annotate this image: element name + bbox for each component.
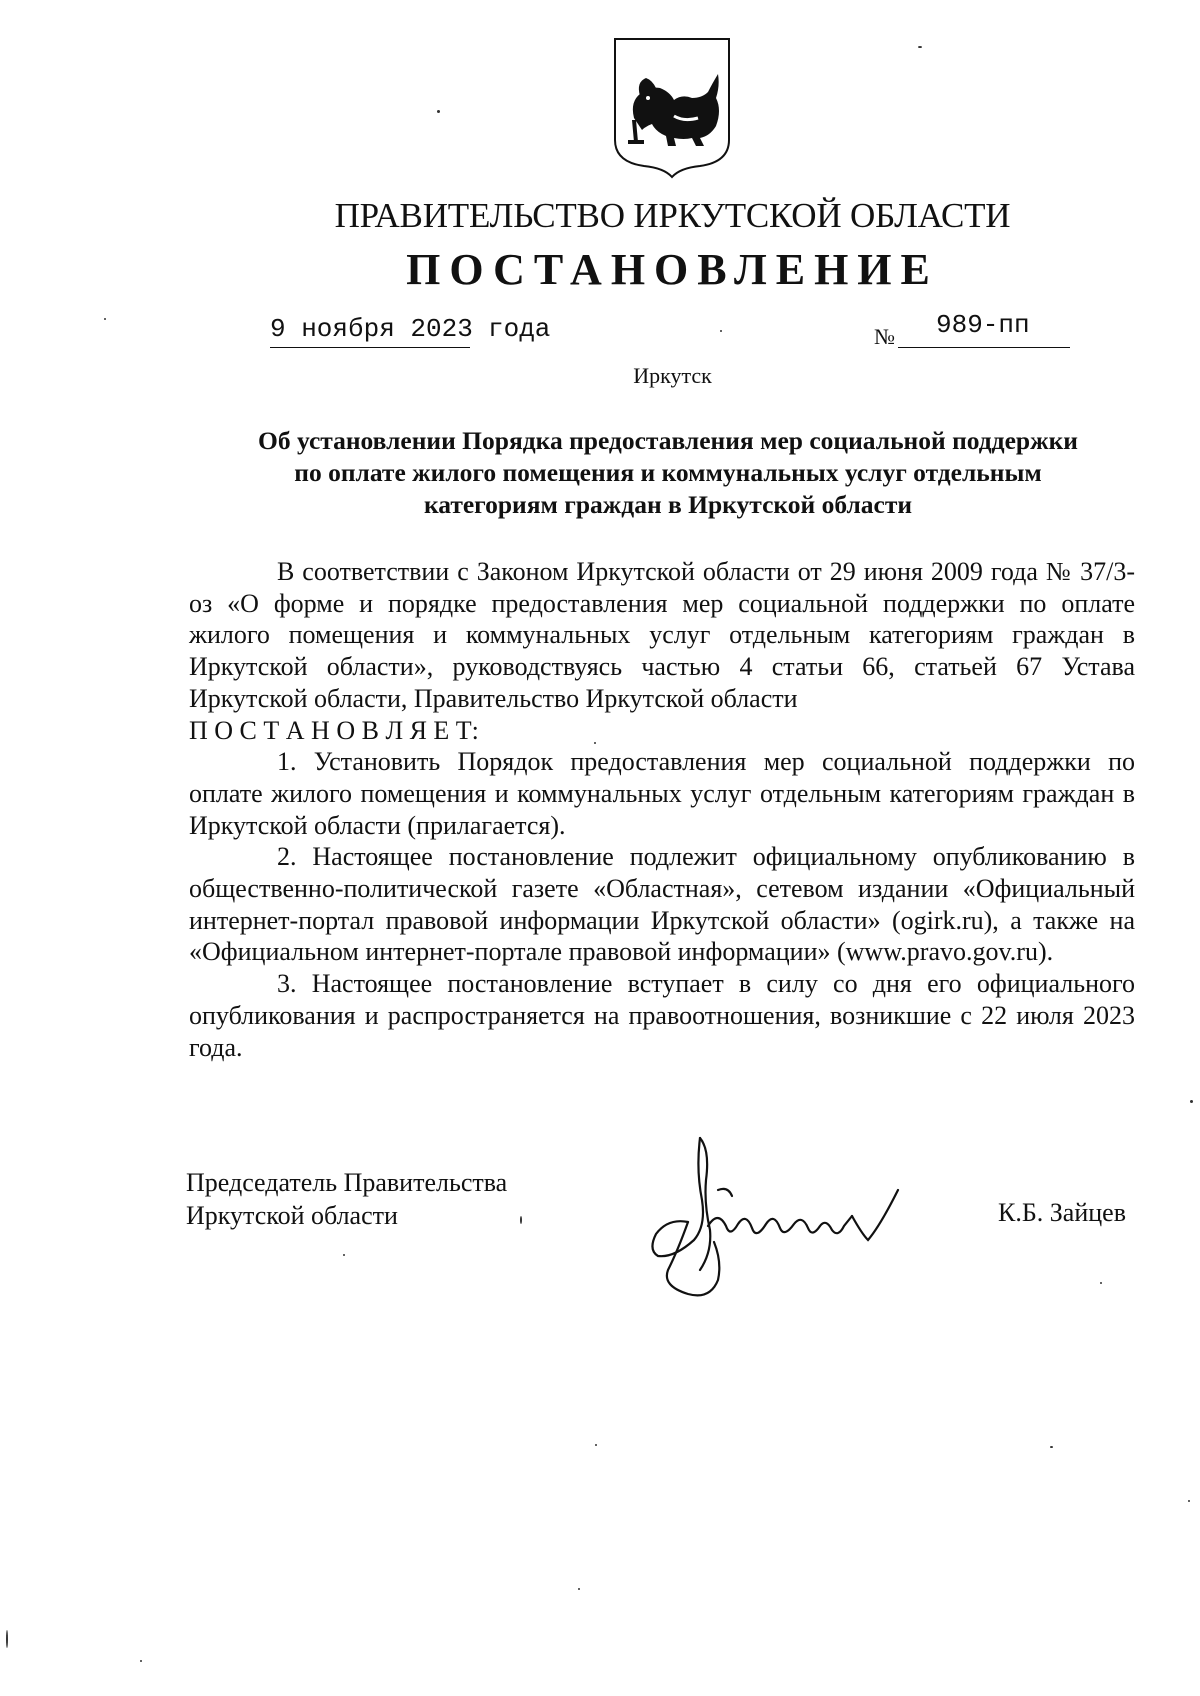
signatory-name: К.Б. Зайцев (998, 1198, 1126, 1227)
date-suffix: года (488, 314, 551, 344)
document-number: 989-пп (936, 310, 1030, 340)
resolves-word: П О С Т А Н О В Л Я Е Т: (189, 715, 479, 745)
document-body (189, 556, 1135, 1063)
item-paragraph-3: 3. Настоящее постановление вступает в силу со дня его официального опубликования и распространяется на правоотношения, возникшие с 22 июля 2023 года. (189, 969, 1135, 1062)
scan-speck (1100, 1282, 1102, 1284)
number-underline (898, 347, 1070, 348)
handwritten-signature-icon (648, 1130, 938, 1300)
scan-speck (1188, 1500, 1190, 1502)
scan-speck (104, 318, 106, 320)
scan-speck (720, 330, 722, 332)
document-date: 9 ноября 2023 (270, 314, 473, 344)
scan-speck (6, 1630, 8, 1648)
document-heading (188, 425, 1148, 521)
scan-speck (578, 1588, 580, 1590)
heading-line: категориям граждан в Иркутской области (423, 490, 913, 519)
scan-speck (1050, 1446, 1053, 1448)
item-paragraph-1: 1. Установить Порядок предоставления мер социальной поддержки по оплате жилого помещения и коммунальных услуг отдельным категориям граждан в Иркутской области (прилагается). (189, 747, 1135, 840)
scan-speck (520, 1216, 522, 1224)
position-line: Председатель Правительства (186, 1168, 508, 1197)
date-underline (270, 347, 470, 348)
position-line: Иркутской области (186, 1201, 398, 1230)
preamble-paragraph: В соответствии с Законом Иркутской области от 29 июня 2009 года № 37/3-оз «О форме и порядке предоставления мер социальной поддержки по оплате жилого помещения и коммунальных услуг отдельным категориям граждан в Иркутской области», руководствуясь частью 4 статьи 66, статьей 67 Устава Иркутской области, Правительство Иркутской области (189, 557, 1135, 713)
scan-speck (1190, 1100, 1193, 1103)
scan-speck (343, 1254, 345, 1256)
scan-speck (140, 1660, 142, 1662)
coat-of-arms-icon (612, 36, 732, 180)
scan-speck (918, 46, 922, 48)
scan-speck (437, 110, 440, 113)
item-paragraph-2: 2. Настоящее постановление подлежит официальному опубликованию в общественно-политической газете «Областная», сетевом издании «Официальный интернет-портал правовой информации Иркутской области» (ogirk.ru), а также на «Официальном интернет-портале правовой информации» (www.pravo.gov.ru). (189, 842, 1135, 967)
scan-speck (595, 1444, 597, 1446)
scan-speck (594, 742, 596, 744)
signatory-position (186, 1166, 507, 1232)
number-sign: № (874, 324, 895, 349)
heading-line: по оплате жилого помещения и коммунальных услуг отдельным (294, 458, 1042, 487)
government-name: ПРАВИТЕЛЬСТВО ИРКУТСКОЙ ОБЛАСТИ (334, 196, 1011, 235)
document-city: Иркутск (633, 363, 712, 388)
heading-line: Об установлении Порядка предоставления мер социальной поддержки (258, 426, 1078, 455)
document-type-title: ПОСТАНОВЛЕНИЕ (406, 245, 939, 294)
